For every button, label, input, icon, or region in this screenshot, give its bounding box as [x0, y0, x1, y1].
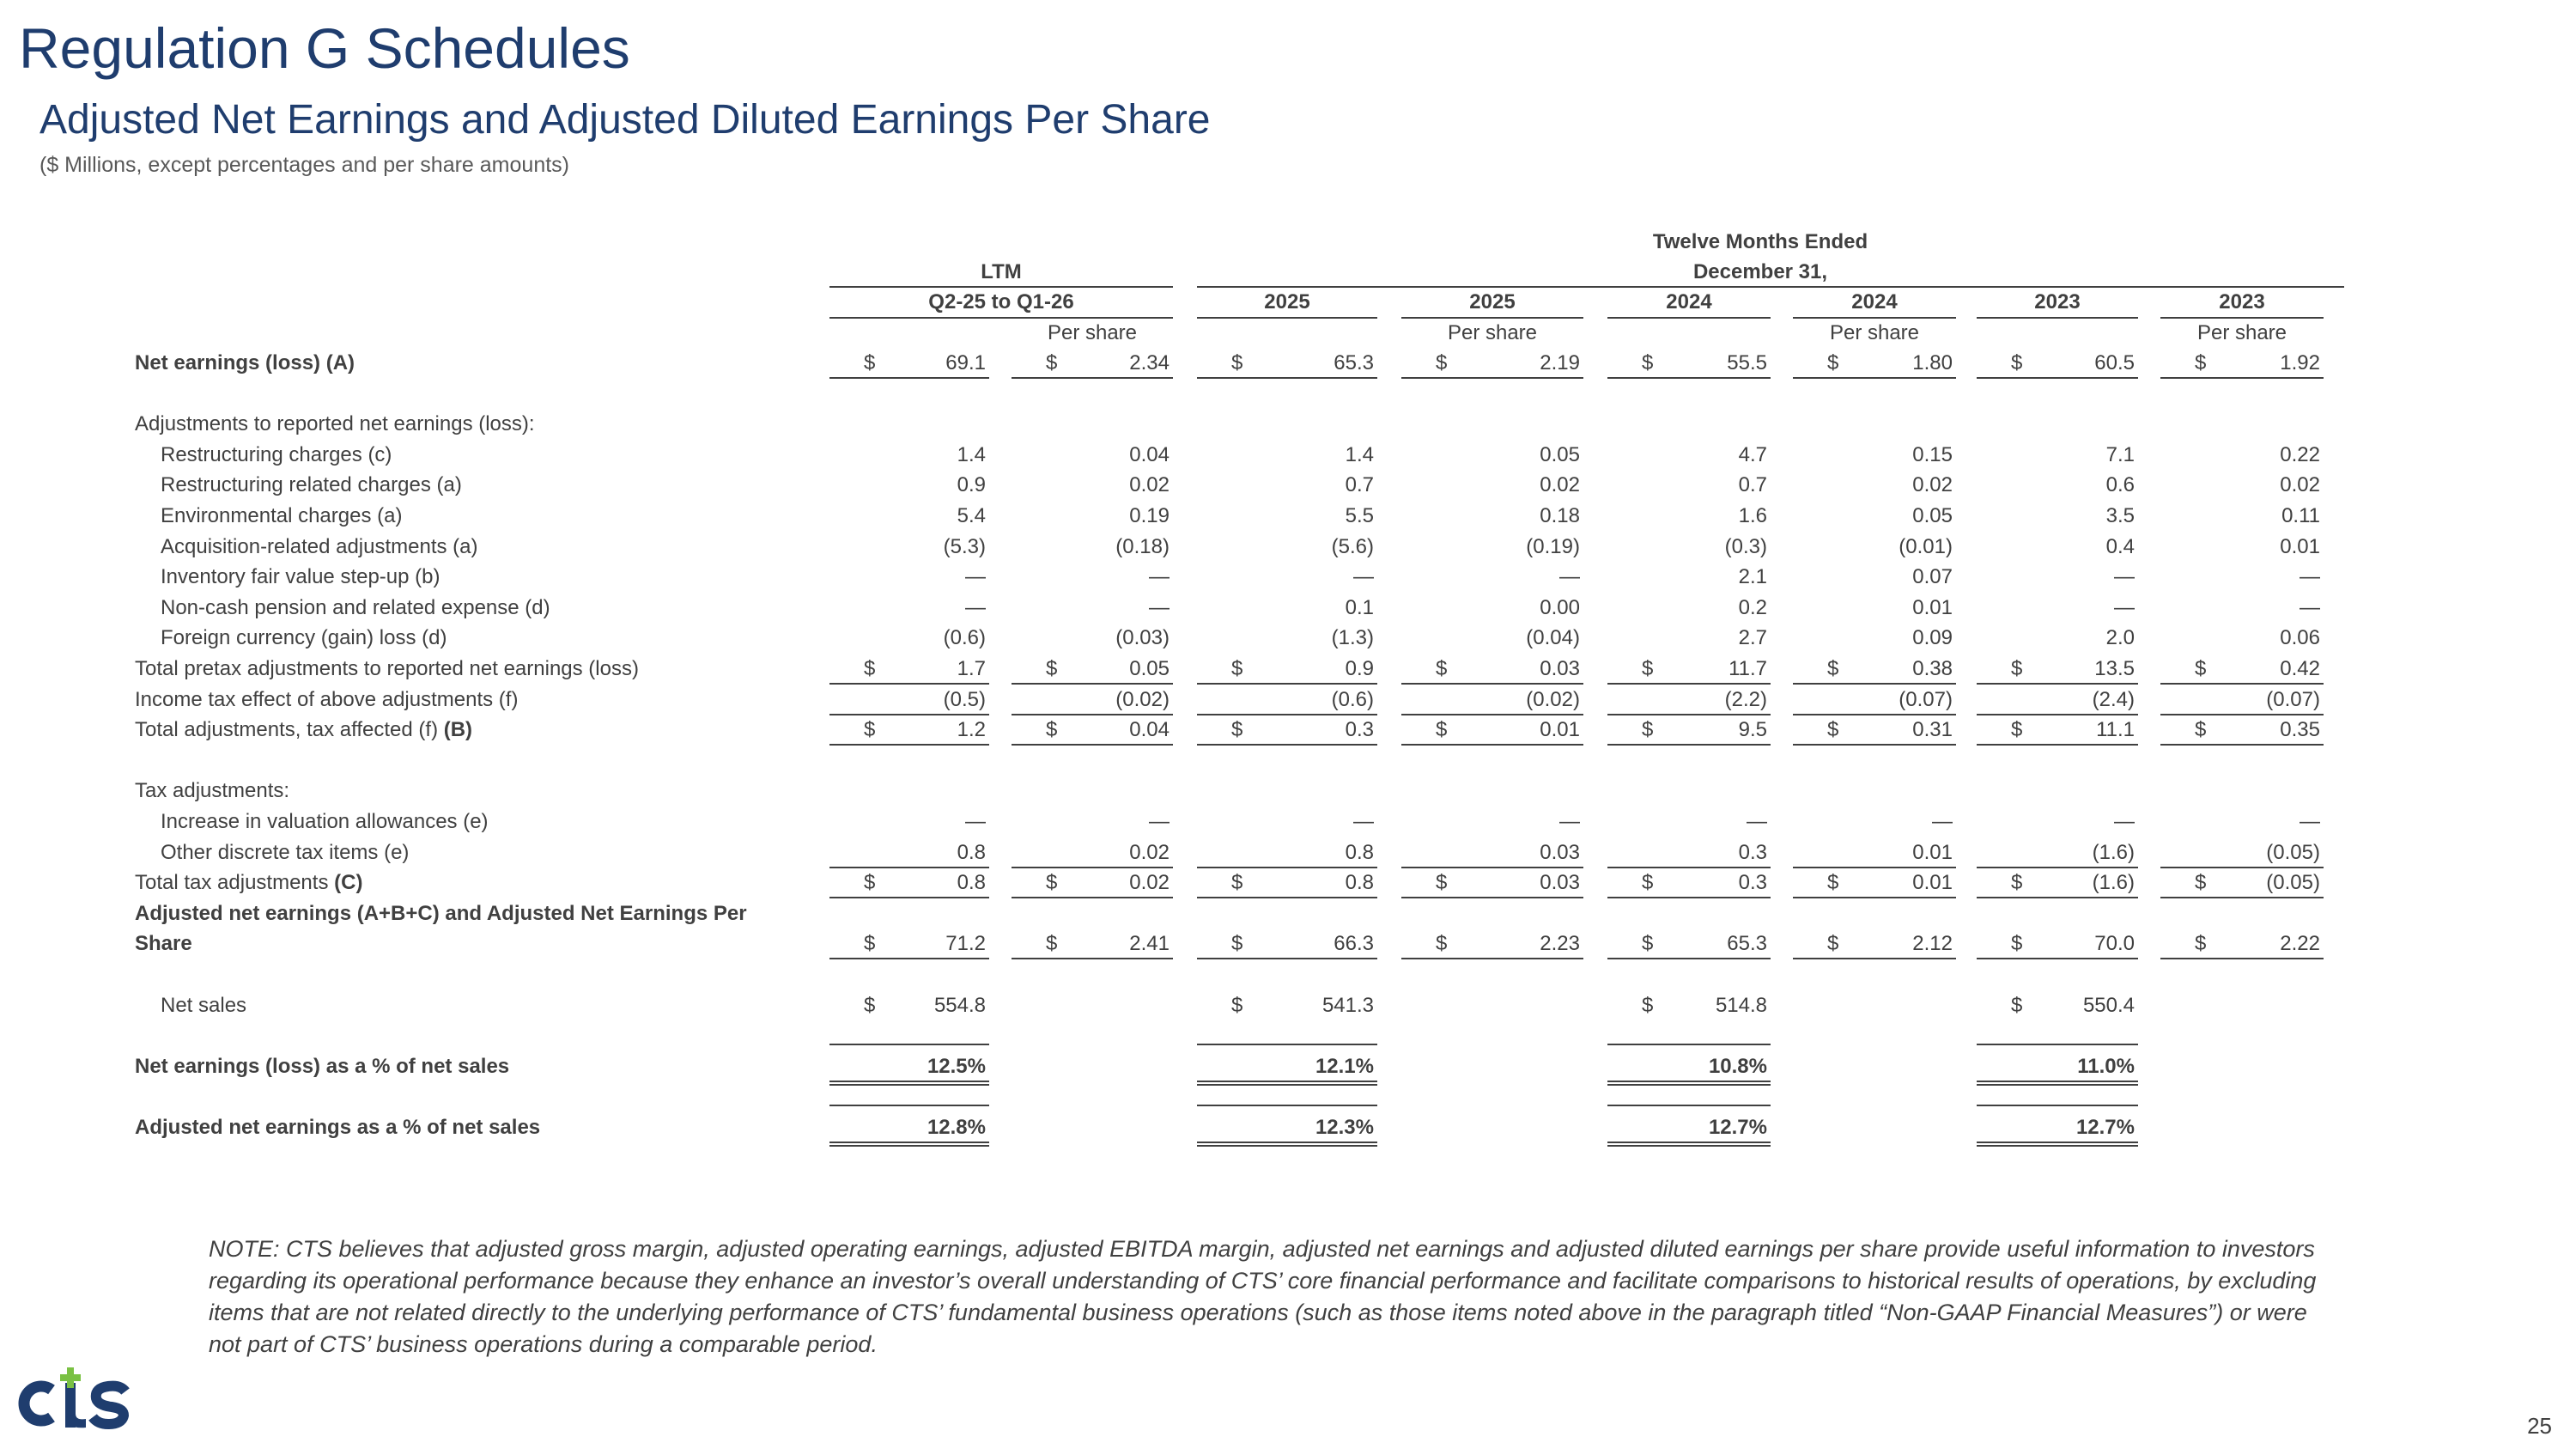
- row-underline: [829, 377, 989, 379]
- row-value: 0.19: [1129, 504, 1170, 527]
- row-value: —: [1559, 810, 1580, 833]
- dollar-sign: $: [864, 993, 876, 1017]
- page-number: 25: [2527, 1413, 2552, 1439]
- row-underline: [2160, 897, 2324, 898]
- row-value: 2.0: [2105, 626, 2135, 650]
- header-rule-col-2025: [1197, 317, 1377, 319]
- adjusted-value: 2.22: [2280, 932, 2320, 956]
- header-rule-col-2024: [1607, 317, 1771, 319]
- row-value: 0.3: [1738, 840, 1767, 864]
- row-value: 1.80: [1912, 351, 1953, 374]
- row-underline: [1197, 744, 1377, 746]
- header-col-2025ps: 2025: [1469, 290, 1516, 314]
- row-value: 0.8: [1345, 871, 1374, 895]
- dollar-sign: $: [2195, 351, 2207, 374]
- row-value: 0.7: [1738, 473, 1767, 497]
- row-value: (1.6): [2092, 871, 2135, 895]
- row-underline: [1012, 897, 1173, 898]
- row-value: 0.01: [2280, 534, 2320, 558]
- dollar-sign: $: [1827, 351, 1839, 374]
- dollar-sign: $: [2011, 871, 2023, 895]
- row-value: —: [1353, 565, 1374, 589]
- row-value: 1.4: [1345, 442, 1374, 466]
- row-value: 0.09: [1912, 626, 1953, 650]
- row-value: 60.5: [2094, 351, 2135, 374]
- dollar-sign: $: [1642, 351, 1654, 374]
- row-value: 0.6: [2105, 473, 2135, 497]
- row-value: 0.35: [2280, 718, 2320, 742]
- dollar-sign: $: [2195, 932, 2207, 956]
- adjusted-underline: [829, 958, 989, 959]
- row-value: 0.02: [2280, 473, 2320, 497]
- row-value: (0.07): [1899, 687, 1953, 711]
- row-value: 11.7: [1728, 657, 1767, 680]
- dollar-sign: $: [2011, 932, 2023, 956]
- row-underline: [1977, 897, 2138, 898]
- adjusted-value: 2.23: [1540, 932, 1580, 956]
- pct-bottom-rule-2: [1607, 1084, 1771, 1086]
- row-value: 0.02: [1540, 473, 1580, 497]
- row-value: 0.31: [1912, 718, 1953, 742]
- header-per-share: Per share: [1047, 321, 1138, 344]
- dollar-sign: $: [1231, 718, 1243, 742]
- row-label: Restructuring charges (c): [161, 442, 392, 466]
- row-value: 0.01: [1540, 718, 1580, 742]
- row-value: 1.7: [957, 657, 986, 680]
- row-value: (2.2): [1724, 687, 1767, 711]
- adjusted-value: 70.0: [2094, 932, 2135, 956]
- row-value: 69.1: [945, 351, 986, 374]
- dollar-sign: $: [1046, 871, 1058, 895]
- row-value: 0.00: [1540, 595, 1580, 619]
- adjusted-label-line1: Adjusted net earnings (A+B+C) and Adjusted Net Earnings Per: [135, 901, 747, 925]
- row-value: (0.05): [2266, 840, 2320, 864]
- dollar-sign: $: [2195, 718, 2207, 742]
- row-underline: [1607, 897, 1771, 898]
- row-value: 0.9: [1345, 657, 1374, 680]
- row-underline: [1012, 377, 1173, 379]
- row-underline: [1793, 377, 1956, 379]
- dollar-sign: $: [864, 932, 876, 956]
- header-december-31: December 31,: [1692, 260, 1828, 283]
- header-col-2025: 2025: [1264, 290, 1310, 314]
- adjusted-value: 2.41: [1129, 932, 1170, 956]
- adjusted-value: 71.2: [945, 932, 986, 956]
- dollar-sign: $: [864, 718, 876, 742]
- row-label: Environmental charges (a): [161, 504, 403, 527]
- cts-logo: [15, 1364, 153, 1433]
- pct-top-rule: [1607, 1044, 1771, 1045]
- dollar-sign: $: [1046, 932, 1058, 956]
- dollar-sign: $: [1046, 718, 1058, 742]
- row-value: 0.05: [1540, 442, 1580, 466]
- header-col-2023ps: 2023: [2219, 290, 2265, 314]
- dollar-sign: $: [1436, 351, 1448, 374]
- row-value: 0.42: [2280, 657, 2320, 680]
- row-value: 5.4: [957, 504, 986, 527]
- row-value: (0.5): [943, 687, 986, 711]
- adjusted-underline: [1607, 958, 1771, 959]
- pct-value: 11.0%: [2077, 1054, 2135, 1078]
- pct-value: 12.5%: [927, 1054, 986, 1078]
- row-value: (0.03): [1115, 626, 1170, 650]
- pct-bottom-rule: [1197, 1081, 1377, 1082]
- row-value: (0.07): [2266, 687, 2320, 711]
- header-per-share: Per share: [1829, 321, 1920, 344]
- pct-value: 12.1%: [1315, 1054, 1374, 1078]
- pct-value: 12.7%: [1708, 1116, 1767, 1139]
- pct-top-rule: [829, 1105, 989, 1106]
- header-col-2023: 2023: [2034, 290, 2081, 314]
- row-value: —: [2300, 810, 2320, 833]
- header-twelve-months: Twelve Months Ended: [1652, 230, 1868, 253]
- dollar-sign: $: [1827, 871, 1839, 895]
- row-value: 65.3: [1334, 351, 1374, 374]
- row-value: 0.7: [1345, 473, 1374, 497]
- row-underline: [2160, 744, 2324, 746]
- row-underline: [1793, 897, 1956, 898]
- pct-bottom-rule-2: [1607, 1145, 1771, 1147]
- row-value: 1.4: [957, 442, 986, 466]
- dollar-sign: $: [1827, 718, 1839, 742]
- adjusted-underline: [1977, 958, 2138, 959]
- row-underline: [1977, 377, 2138, 379]
- pct-bottom-rule-2: [1197, 1084, 1377, 1086]
- dollar-sign: $: [2195, 657, 2207, 680]
- dollar-sign: $: [1642, 718, 1654, 742]
- dollar-sign: $: [1436, 718, 1448, 742]
- net-sales-value: 541.3: [1321, 993, 1374, 1017]
- pct-bottom-rule: [829, 1081, 989, 1082]
- row-value: 0.3: [1738, 871, 1767, 895]
- dollar-sign: $: [1046, 351, 1058, 374]
- row-value: 0.3: [1345, 718, 1374, 742]
- row-label: Income tax effect of above adjustments (f): [135, 687, 519, 711]
- adjusted-value: 2.12: [1912, 932, 1953, 956]
- row-value: 2.7: [1738, 626, 1767, 650]
- pct-value: 10.8%: [1708, 1054, 1767, 1078]
- row-value: —: [965, 810, 986, 833]
- adjusted-underline: [1197, 958, 1377, 959]
- row-label: Non-cash pension and related expense (d): [161, 595, 550, 619]
- row-value: 2.34: [1129, 351, 1170, 374]
- row-label: Increase in valuation allowances (e): [161, 810, 489, 833]
- row-value: 0.01: [1912, 595, 1953, 619]
- row-underline: [2160, 377, 2324, 379]
- row-value: 0.03: [1540, 840, 1580, 864]
- row-underline: [1197, 377, 1377, 379]
- pct-bottom-rule-2: [1977, 1145, 2138, 1147]
- pct-top-rule: [1197, 1044, 1377, 1045]
- row-value: 0.02: [1912, 473, 1953, 497]
- pct-value: 12.7%: [2075, 1116, 2135, 1139]
- dollar-sign: $: [1436, 871, 1448, 895]
- dollar-sign: $: [1046, 657, 1058, 680]
- adjusted-underline: [1012, 958, 1173, 959]
- row-value: (1.6): [2092, 840, 2135, 864]
- pct-value: 12.8%: [927, 1116, 986, 1139]
- row-value: 0.07: [1912, 565, 1953, 589]
- row-underline: [829, 897, 989, 898]
- row-value: 0.15: [1912, 442, 1953, 466]
- pct-row-label: Net earnings (loss) as a % of net sales: [135, 1054, 510, 1078]
- row-value: 1.6: [1738, 504, 1767, 527]
- row-value: 1.2: [957, 718, 986, 742]
- row-label: Tax adjustments:: [135, 779, 290, 803]
- dollar-sign: $: [1231, 993, 1243, 1017]
- row-value: 9.5: [1738, 718, 1767, 742]
- row-value: 0.02: [1129, 871, 1170, 895]
- pct-top-rule: [1607, 1105, 1771, 1106]
- pct-value: 12.3%: [1315, 1116, 1374, 1139]
- row-value: (0.01): [1899, 534, 1953, 558]
- dollar-sign: $: [1642, 932, 1654, 956]
- row-underline: [1401, 744, 1583, 746]
- row-label: Restructuring related charges (a): [161, 473, 462, 497]
- row-value: (0.6): [943, 626, 986, 650]
- row-label: Other discrete tax items (e): [161, 840, 410, 864]
- row-value: 0.05: [1129, 657, 1170, 680]
- row-value: (2.4): [2092, 687, 2135, 711]
- row-value: 11.1: [2096, 718, 2135, 742]
- row-label: Net earnings (loss) (A): [135, 351, 355, 374]
- row-value: —: [2300, 565, 2320, 589]
- net-sales-value: 554.8: [933, 993, 986, 1017]
- row-value: —: [1747, 810, 1767, 833]
- pct-bottom-rule-2: [829, 1145, 989, 1147]
- row-value: (1.3): [1331, 626, 1374, 650]
- row-value: 5.5: [1345, 504, 1374, 527]
- dollar-sign: $: [1436, 932, 1448, 956]
- dollar-sign: $: [864, 657, 876, 680]
- row-value: —: [2114, 565, 2135, 589]
- header-col-ltm: Q2-25 to Q1-26: [928, 290, 1074, 314]
- row-value: —: [1559, 565, 1580, 589]
- units-note: ($ Millions, except percentages and per share amounts): [39, 153, 569, 177]
- row-underline: [1793, 744, 1956, 746]
- row-value: 0.38: [1912, 657, 1953, 680]
- header-ltm: LTM: [981, 260, 1022, 283]
- dollar-sign: $: [2011, 718, 2023, 742]
- dollar-sign: $: [1231, 932, 1243, 956]
- pct-bottom-rule-2: [1197, 1145, 1377, 1147]
- pct-bottom-rule-2: [1977, 1084, 2138, 1086]
- header-col-2024ps: 2024: [1851, 290, 1898, 314]
- row-value: 0.02: [1129, 473, 1170, 497]
- pct-top-rule: [829, 1044, 989, 1045]
- dollar-sign: $: [2011, 351, 2023, 374]
- row-value: (0.05): [2266, 871, 2320, 895]
- row-value: (5.3): [943, 534, 986, 558]
- row-value: (0.3): [1724, 534, 1767, 558]
- row-underline: [1401, 897, 1583, 898]
- row-underline: [1607, 744, 1771, 746]
- row-value: 2.19: [1540, 351, 1580, 374]
- row-label: Total adjustments, tax affected (f) (B): [135, 718, 473, 742]
- page-title: Regulation G Schedules: [19, 16, 630, 80]
- row-underline: [1012, 744, 1173, 746]
- pct-bottom-rule: [1607, 1142, 1771, 1143]
- row-value: 0.03: [1540, 871, 1580, 895]
- row-value: (0.02): [1526, 687, 1580, 711]
- row-label: Foreign currency (gain) loss (d): [161, 626, 447, 650]
- pct-bottom-rule: [829, 1142, 989, 1143]
- pct-top-rule: [1977, 1044, 2138, 1045]
- row-underline: [1607, 377, 1771, 379]
- row-value: (0.04): [1526, 626, 1580, 650]
- row-value: (0.6): [1331, 687, 1374, 711]
- row-value: —: [1149, 565, 1170, 589]
- row-value: 0.05: [1912, 504, 1953, 527]
- adjusted-underline: [2160, 958, 2324, 959]
- row-value: (0.18): [1115, 534, 1170, 558]
- row-value: —: [965, 565, 986, 589]
- footnote: NOTE: CTS believes that adjusted gross margin, adjusted operating earnings, adjusted EBITDA margin, adjusted net earnings and adjusted diluted earnings per share provide useful information to investors regarding its operational performance because they enhance an investor’s overall understanding of CTS’ core financial performance and facilitate comparisons to historical results of operations, by excluding items that are not related directly to the underlying performance of CTS’ fundamental business operations (such as those items noted above in the paragraph titled “Non-GAAP Financial Measures”) or were not part of CTS’ business operations during a comparable period.: [209, 1236, 2317, 1357]
- pct-bottom-rule: [1977, 1081, 2138, 1082]
- row-underline: [1401, 377, 1583, 379]
- adjusted-value: 65.3: [1727, 932, 1767, 956]
- adjusted-underline: [1401, 958, 1583, 959]
- row-value: —: [2114, 595, 2135, 619]
- row-value: 0.03: [1540, 657, 1580, 680]
- row-underline: [829, 744, 989, 746]
- page-subtitle: Adjusted Net Earnings and Adjusted Diluted Earnings Per Share: [39, 97, 1211, 143]
- dollar-sign: $: [1827, 932, 1839, 956]
- dollar-sign: $: [1436, 657, 1448, 680]
- row-underline: [1197, 897, 1377, 898]
- row-value: 13.5: [2094, 657, 2135, 680]
- row-value: 0.06: [2280, 626, 2320, 650]
- row-underline: [1977, 744, 2138, 746]
- row-value: —: [1932, 810, 1953, 833]
- row-value: (5.6): [1331, 534, 1374, 558]
- net-sales-value: 550.4: [2082, 993, 2135, 1017]
- pct-row-label: Adjusted net earnings as a % of net sales: [135, 1116, 541, 1139]
- row-value: 2.1: [1738, 565, 1767, 589]
- row-label: Adjustments to reported net earnings (loss):: [135, 412, 535, 436]
- dollar-sign: $: [1642, 657, 1654, 680]
- pct-top-rule: [1977, 1105, 2138, 1106]
- row-value: 1.92: [2280, 351, 2320, 374]
- row-value: (0.19): [1526, 534, 1580, 558]
- pct-bottom-rule: [1977, 1142, 2138, 1143]
- adjusted-value: 66.3: [1334, 932, 1374, 956]
- row-value: —: [1149, 810, 1170, 833]
- row-value: —: [2114, 810, 2135, 833]
- row-value: 0.22: [2280, 442, 2320, 466]
- dollar-sign: $: [2195, 871, 2207, 895]
- header-per-share: Per share: [2196, 321, 2287, 344]
- row-label-suffix: (C): [334, 871, 363, 895]
- row-label: Total tax adjustments (C): [135, 871, 363, 895]
- row-value: 55.5: [1727, 351, 1767, 374]
- dollar-sign: $: [864, 871, 876, 895]
- adjusted-underline: [1793, 958, 1956, 959]
- row-value: 0.11: [2281, 504, 2320, 527]
- dollar-sign: $: [1231, 351, 1243, 374]
- row-value: 0.04: [1129, 442, 1170, 466]
- dollar-sign: $: [864, 351, 876, 374]
- dollar-sign: $: [2011, 657, 2023, 680]
- row-value: 0.04: [1129, 718, 1170, 742]
- dollar-sign: $: [1642, 871, 1654, 895]
- header-rule-col-2023: [1977, 317, 2138, 319]
- row-label: Inventory fair value step-up (b): [161, 565, 440, 589]
- row-value: 7.1: [2105, 442, 2135, 466]
- row-label-suffix: (B): [443, 718, 473, 742]
- dollar-sign: $: [2011, 993, 2023, 1017]
- row-value: 0.4: [2105, 534, 2135, 558]
- header-col-2024: 2024: [1666, 290, 1712, 314]
- row-value: 0.8: [957, 840, 986, 864]
- pct-top-rule: [1197, 1105, 1377, 1106]
- row-value: 4.7: [1738, 442, 1767, 466]
- row-value: 0.8: [957, 871, 986, 895]
- row-value: 0.9: [957, 473, 986, 497]
- pct-bottom-rule: [1607, 1081, 1771, 1082]
- dollar-sign: $: [1827, 657, 1839, 680]
- row-value: 0.01: [1912, 871, 1953, 895]
- row-value: —: [2300, 595, 2320, 619]
- header-per-share: Per share: [1447, 321, 1538, 344]
- row-value: —: [965, 595, 986, 619]
- row-label: Acquisition-related adjustments (a): [161, 534, 478, 558]
- row-value: —: [1149, 595, 1170, 619]
- row-value: 0.1: [1345, 595, 1374, 619]
- row-value: —: [1353, 810, 1374, 833]
- row-value: (0.02): [1115, 687, 1170, 711]
- row-value: 0.02: [1129, 840, 1170, 864]
- row-value: 0.01: [1912, 840, 1953, 864]
- dollar-sign: $: [1231, 871, 1243, 895]
- pct-bottom-rule: [1197, 1142, 1377, 1143]
- adjusted-label-line2: Share: [135, 932, 192, 956]
- row-value: 0.18: [1540, 504, 1580, 527]
- row-value: 0.8: [1345, 840, 1374, 864]
- net-sales-label: Net sales: [161, 993, 247, 1017]
- row-label: Total pretax adjustments to reported net earnings (loss): [135, 657, 639, 680]
- dollar-sign: $: [1642, 993, 1654, 1017]
- row-value: 3.5: [2105, 504, 2135, 527]
- row-value: 0.2: [1738, 595, 1767, 619]
- pct-bottom-rule-2: [829, 1084, 989, 1086]
- dollar-sign: $: [1231, 657, 1243, 680]
- net-sales-value: 514.8: [1715, 993, 1767, 1017]
